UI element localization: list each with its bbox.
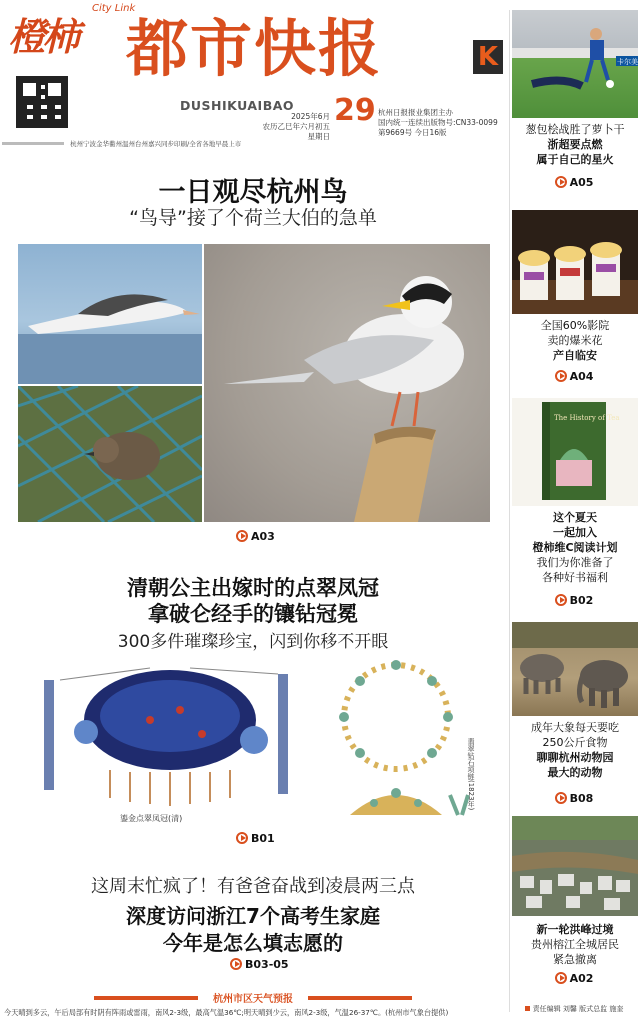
- necklace-photo[interactable]: [330, 655, 480, 820]
- necklace-caption: 翡翠钻石项链(1823年): [467, 738, 475, 811]
- page-arrow-icon: [230, 958, 242, 970]
- sidebar-ref-football[interactable]: A05: [510, 176, 638, 189]
- page-arrow-icon: [555, 176, 567, 188]
- flood-photo[interactable]: [512, 816, 638, 916]
- sidebar-story-flood[interactable]: 新一轮洪峰过境 贵州榕江全城居民 紧急撤离: [531, 923, 619, 966]
- weather-label-bar: [94, 990, 412, 1003]
- editor-credit: 责任编辑 刘馨 版式总监 施奎: [510, 1004, 638, 1014]
- lead-headline[interactable]: 一日观尽杭州鸟: [158, 177, 348, 208]
- book-photo[interactable]: [512, 398, 638, 506]
- qr-code[interactable]: [16, 76, 68, 128]
- crown-headline-2[interactable]: 拿破仑经手的镶钻冠冕: [148, 602, 358, 626]
- lead-page-ref[interactable]: A03: [236, 530, 275, 543]
- publisher-info: 杭州日报报业集团主办 国内统一连续出版物号:CN33-0099 第9669号 今日16版: [378, 108, 498, 137]
- page-arrow-icon: [555, 792, 567, 804]
- sparrow-photo[interactable]: [18, 386, 202, 522]
- distribution-line: 杭州宁波金华衢州温州台州嘉兴同步印刷/全省各地早晨上市: [0, 139, 506, 147]
- exam-headline-1[interactable]: 这周末忙疯了！有爸爸奋战到凌晨两三点: [91, 876, 415, 897]
- exam-page-ref[interactable]: B03-05: [230, 958, 289, 971]
- crown-caption: 鎏金点翠凤冠(清): [120, 814, 183, 823]
- phoenix-crown-photo[interactable]: [40, 660, 302, 808]
- exam-headline-3[interactable]: 今年是怎么填志愿的: [163, 931, 343, 955]
- albatross-photo[interactable]: [18, 244, 202, 384]
- svg-text:卡尔美: 卡尔美: [617, 58, 638, 66]
- sidebar-story-football[interactable]: 葱包桧战胜了萝卜干 浙超要点燃 属于自己的星火: [525, 123, 625, 166]
- popcorn-photo[interactable]: [512, 210, 638, 314]
- crown-page-ref[interactable]: B01: [236, 832, 275, 845]
- sidebar-story-popcorn[interactable]: 全国60%影院 卖的爆米花 产自临安: [540, 319, 610, 362]
- weather-label: 杭州市区天气预报: [213, 994, 293, 1005]
- exam-headline-2[interactable]: 深度访问浙江7个高考生家庭: [126, 904, 380, 928]
- issue-day: 29: [334, 93, 376, 128]
- sidebar-ref-flood[interactable]: A02: [510, 972, 638, 985]
- sidebar-story-elephant[interactable]: 成年大象每天要吃 250公斤食物 聊聊杭州动物园 最大的动物: [531, 721, 619, 779]
- newspaper-pinyin: DUSHIKUAIBAO: [180, 98, 295, 113]
- k-logo-icon: K: [473, 40, 503, 74]
- page-arrow-icon: [555, 370, 567, 382]
- brand-logo-sub: City Link: [92, 3, 136, 14]
- newspaper-title: 都市快报: [126, 12, 383, 85]
- sidebar-ref-reading[interactable]: B02: [510, 594, 638, 607]
- lead-subhead: “鸟导”接了个荷兰大伯的急单: [129, 207, 377, 229]
- weather-forecast: 今天晴到多云，午后局部有时阴有阵雨或雷雨，南风2-3级，最高气温36℃;明天晴到少云，南风2-3级，气温26-37℃。(杭州市气象台提供): [4, 1008, 449, 1017]
- sidebar-ref-elephant[interactable]: B08: [510, 792, 638, 805]
- svg-text:The History of Tea: The History of Tea: [554, 414, 620, 422]
- crown-subhead: 300多件璀璨珍宝，闪到你移不开眼: [117, 632, 389, 652]
- page-arrow-icon: [555, 594, 567, 606]
- crown-headline-1[interactable]: 清朝公主出嫁时的点翠凤冠: [127, 576, 379, 600]
- page-arrow-icon: [236, 832, 248, 844]
- brand-logo: 橙柿: [8, 14, 77, 59]
- sidebar-ref-popcorn[interactable]: A04: [510, 370, 638, 383]
- issue-date: 2025年6月 农历乙巳年六月初五 星期日: [262, 112, 330, 141]
- page-arrow-icon: [555, 972, 567, 984]
- sidebar: [509, 10, 638, 1012]
- sidebar-story-reading[interactable]: 这个夏天 一起加入 橙柿维C阅读计划 我们为你准备了 各种好书福利: [532, 511, 618, 584]
- elephant-photo[interactable]: [512, 622, 638, 716]
- football-photo[interactable]: [512, 10, 638, 118]
- masthead: [0, 0, 506, 150]
- page-arrow-icon: [236, 530, 248, 542]
- tern-photo[interactable]: [204, 244, 490, 522]
